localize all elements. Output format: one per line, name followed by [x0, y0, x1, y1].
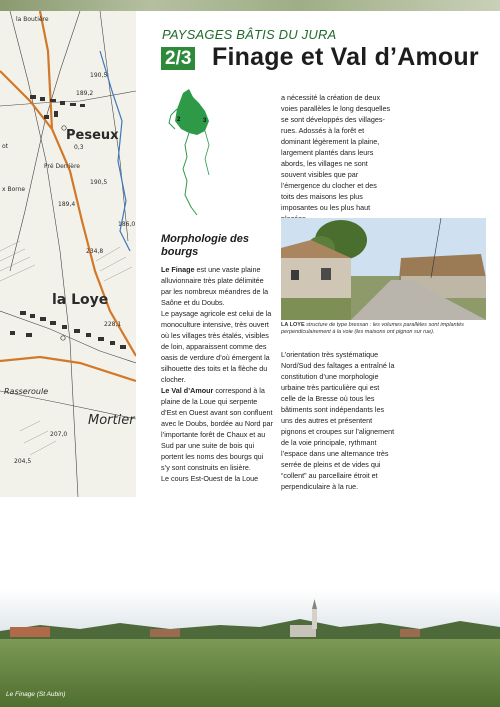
paragraph-paysage: Le paysage agricole est celui de la monoculture intensive, très ouvert où les villages très étalés, visibles de loin, apparaissent comme des oasis de verdure d’où émergent la silhouette des toits et la flèche du clocher. — [161, 309, 272, 384]
map-label-mortier: Mortier — [88, 413, 135, 428]
section-number-badge: 2/3 — [161, 47, 195, 70]
top-landscape-strip — [0, 0, 500, 11]
topographic-map — [0, 11, 136, 497]
paragraph-val-amour — [161, 385, 274, 473]
left-column-text — [161, 264, 274, 484]
intro-text: a nécessité la création de deux voies parallèles le long desquelles se sont développés des villages-rues. Adossés à la forêt et dominant légèrement la plaine, largement plantés dans leurs abords, les villages ne sont souvent visibles que par l’émergence du clocher et des toits des maisons les plus imposantes ou les plus haut — [281, 93, 391, 212]
locator-number: 2 — [177, 117, 181, 123]
paragraph-text: correspond à la plaine de la Loue qui serpente d’Est en Ouest avant son confluent avec le Doubs, bordée au Nord par l’importante forêt de Chaux et au Sud par une suite de bois qui portent les noms des bourgs qui s’y sont construits en lisière. — [161, 386, 273, 472]
caption-text: structure de type bressan : les volumes parallèles sont implantés perpendiculairement à la voie (les maisons ont pignon sur rue). — [281, 322, 464, 335]
village-photo — [281, 218, 486, 320]
map-label-ot: ot — [2, 143, 9, 150]
panorama-photo — [0, 589, 500, 707]
map-label-rasseroule: Rasseroule — [4, 387, 49, 396]
map-altitude: 207,0 — [50, 431, 68, 438]
map-altitude: 0,3 — [74, 144, 84, 151]
map-altitude: 190,5 — [90, 72, 108, 79]
intro-paragraph — [281, 92, 391, 224]
map-altitude: 186,0 — [118, 221, 136, 228]
term-val-amour: Le Val d’Amour — [161, 386, 214, 395]
map-label-boutiere: la Boutière — [16, 16, 49, 23]
locator-map — [165, 85, 225, 220]
map-label-peseux: Peseux — [66, 128, 119, 143]
map-altitude: 204,5 — [14, 458, 32, 465]
panorama-caption: Le Finage (St Aubin) — [6, 691, 66, 698]
photo-caption — [281, 322, 486, 336]
caption-place: LA LOYE — [281, 322, 305, 328]
right-column-text — [281, 349, 396, 492]
map-altitude: 234,8 — [86, 248, 104, 255]
map-altitude: 190,5 — [90, 179, 108, 186]
map-altitude: 189,2 — [76, 90, 94, 97]
term-finage: Le Finage — [161, 265, 195, 274]
section-heading: Morphologie des bourgs — [161, 233, 249, 258]
map-label-la-loye: la Loye — [52, 292, 109, 308]
page-title: Finage et Val d’Amour — [212, 43, 479, 71]
locator-number: 3 — [203, 118, 207, 124]
paragraph-loue: Le cours Est-Ouest de la Loue — [161, 474, 259, 483]
map-label-pre-derriere: Pré Derrière — [44, 163, 80, 170]
paragraph-text: est une vaste plaine alluvionnaire très plate délimitée par les nombreux méandres de la Saône et du Doubs. — [161, 265, 269, 307]
series-subtitle: PAYSAGES BÂTIS DU JURA — [162, 27, 337, 42]
paragraph-finage — [161, 264, 274, 308]
paragraph-orientation: L’orientation très systématique Nord/Sud des faîtages a entraîné la constitution d’une morphologie urbaine très particulière qui est celle de la Bresse où tous les bâtiments sont indépendants les uns des autres et présentent pignons et croupes sur l’alignement de la voie principale, rythmant l’espace dans une alternance très serrée de pleins et de vides qui “collent” au parcellaire étroit et perpendiculaire à la rue. — [281, 350, 395, 491]
map-altitude: 228,1 — [104, 321, 122, 328]
map-label-borne: x Borne — [2, 186, 26, 193]
locator-map-drawing — [165, 85, 225, 220]
map-altitude: 189,4 — [58, 201, 76, 208]
